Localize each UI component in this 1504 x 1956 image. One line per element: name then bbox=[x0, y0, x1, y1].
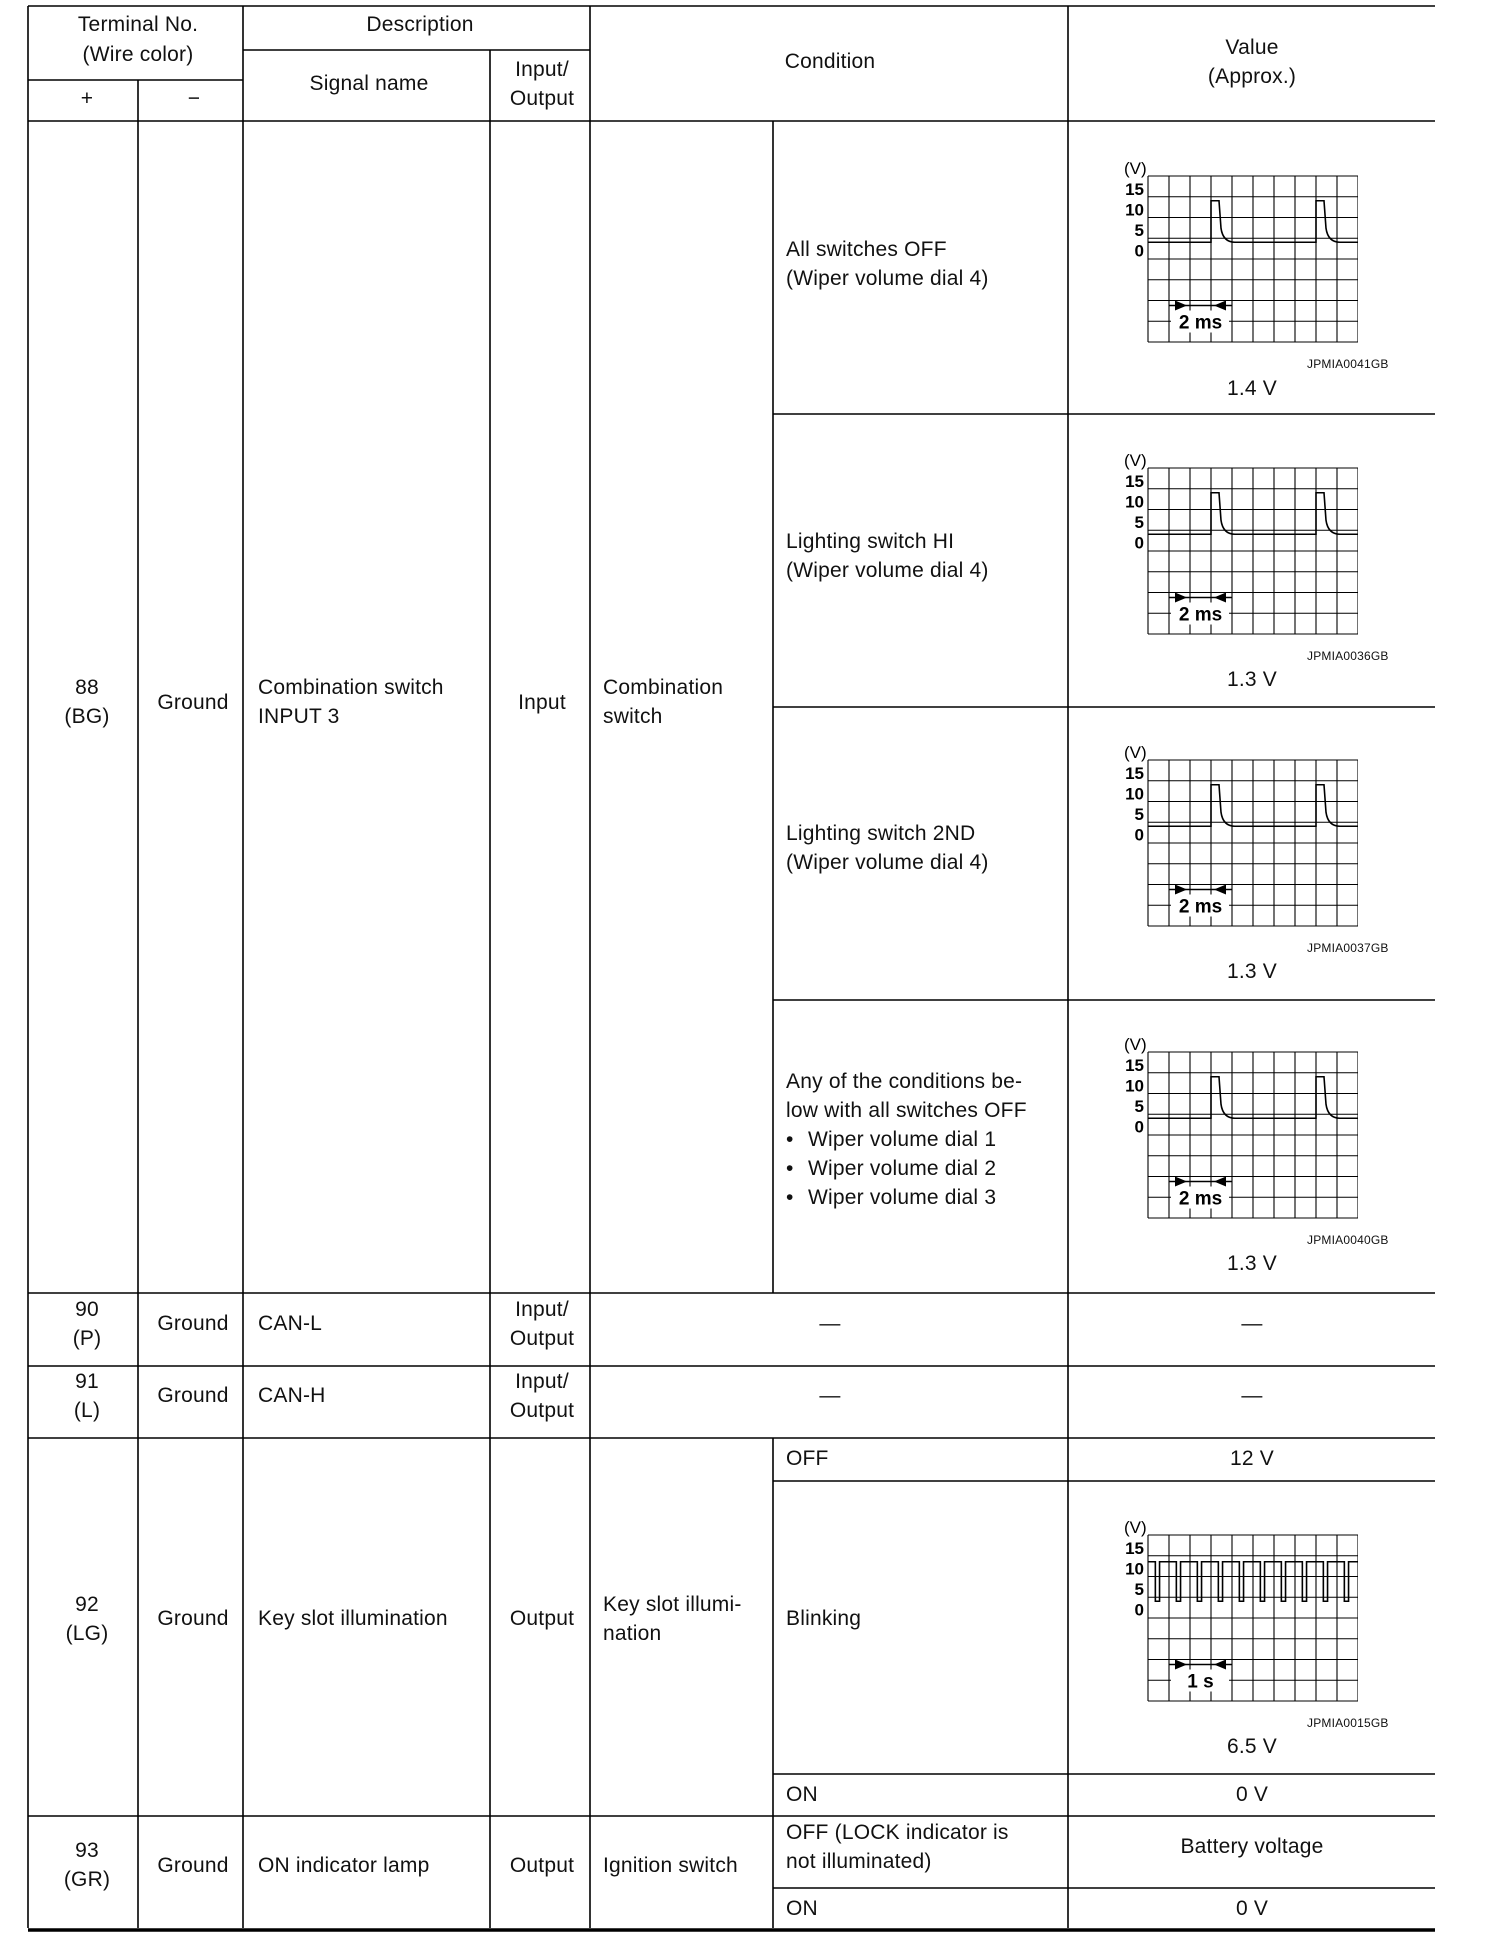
row92-signal: Key slot illumination bbox=[258, 1607, 448, 1630]
header-value-2: (Approx.) bbox=[1207, 65, 1297, 88]
time-arrow-left bbox=[1214, 301, 1226, 311]
time-label: 2 ms bbox=[1178, 896, 1223, 918]
row88-sub2-cond-1: Lighting switch HI bbox=[786, 530, 955, 553]
row92-off-label: OFF bbox=[786, 1447, 829, 1470]
row91-ground: Ground bbox=[157, 1384, 229, 1407]
waveform-unit: (V) bbox=[1124, 746, 1147, 762]
row88-wire: (BG) bbox=[64, 705, 110, 728]
header-terminal-no: Terminal No. bbox=[77, 13, 199, 36]
waveform-tick: 0 bbox=[1134, 1117, 1144, 1137]
header-plus: + bbox=[80, 87, 94, 110]
row90-terminal: 90 bbox=[75, 1298, 99, 1321]
time-arrow-right bbox=[1175, 1660, 1187, 1670]
row88-cond-group-1: Combination bbox=[603, 676, 724, 699]
waveform-tick: 15 bbox=[1125, 1539, 1144, 1558]
row92-blink-value: 6.5 V bbox=[1226, 1735, 1278, 1758]
row93-signal: ON indicator lamp bbox=[258, 1854, 430, 1877]
row88-sub4-cond-2: low with all switches OFF bbox=[786, 1099, 1027, 1122]
waveform-tick: 15 bbox=[1125, 1056, 1144, 1075]
time-arrow-right bbox=[1175, 301, 1187, 311]
row88-sub2-cond-2: (Wiper volume dial 4) bbox=[786, 559, 989, 582]
row92-ground: Ground bbox=[157, 1607, 229, 1630]
waveform-tick: 0 bbox=[1134, 533, 1144, 553]
row88-sub3-waveform bbox=[1108, 746, 1358, 936]
row88-sub4-cond-1: Any of the conditions be- bbox=[786, 1070, 1023, 1093]
header-condition: Condition bbox=[784, 50, 876, 73]
row88-sub4-code: JPMIA0040GB bbox=[1307, 1233, 1389, 1247]
row88-sub1-waveform bbox=[1108, 162, 1358, 352]
waveform-tick: 5 bbox=[1134, 513, 1144, 532]
waveform-unit: (V) bbox=[1124, 454, 1147, 470]
row92-terminal: 92 bbox=[75, 1593, 99, 1616]
row88-sub3-cond-1: Lighting switch 2ND bbox=[786, 822, 976, 845]
row93-ground: Ground bbox=[157, 1854, 229, 1877]
waveform-tick: 15 bbox=[1125, 472, 1144, 491]
time-label: 2 ms bbox=[1178, 312, 1223, 334]
row93-cond-group: Ignition switch bbox=[603, 1854, 738, 1877]
row88-terminal: 88 bbox=[75, 676, 99, 699]
time-label: 2 ms bbox=[1178, 1188, 1223, 1210]
time-label: 1 s bbox=[1187, 1671, 1214, 1693]
row92-cond-group-1: Key slot illumi- bbox=[603, 1593, 742, 1616]
row93-on-value: 0 V bbox=[1235, 1897, 1269, 1920]
row88-ground: Ground bbox=[157, 691, 229, 714]
row91-condition: — bbox=[819, 1384, 841, 1407]
row92-blink-code: JPMIA0015GB bbox=[1307, 1716, 1389, 1730]
header-description: Description bbox=[366, 13, 474, 36]
row93-off-label-2: not illuminated) bbox=[786, 1850, 932, 1873]
row88-sub4-waveform bbox=[1108, 1038, 1358, 1228]
waveform-tick: 15 bbox=[1125, 764, 1144, 783]
row93-io: Output bbox=[509, 1854, 575, 1877]
row88-sub1-value: 1.4 V bbox=[1226, 377, 1278, 400]
row88-cond-group-2: switch bbox=[603, 705, 663, 728]
row91-terminal: 91 bbox=[75, 1370, 99, 1393]
time-arrow-right bbox=[1175, 885, 1187, 895]
row88-io: Input bbox=[518, 691, 566, 714]
waveform-tick: 10 bbox=[1125, 200, 1144, 220]
row88-sub1-code: JPMIA0041GB bbox=[1307, 357, 1389, 371]
waveform-unit: (V) bbox=[1124, 1038, 1147, 1054]
row91-io-1: Input/ bbox=[515, 1370, 569, 1393]
row88-sub3-code: JPMIA0037GB bbox=[1307, 941, 1389, 955]
row90-signal: CAN-L bbox=[258, 1312, 323, 1335]
row91-wire: (L) bbox=[73, 1399, 101, 1422]
row92-on-value: 0 V bbox=[1235, 1783, 1269, 1806]
waveform-tick: 0 bbox=[1134, 1600, 1144, 1620]
header-wire-color: (Wire color) bbox=[82, 43, 194, 66]
row88-sub1-cond-2: (Wiper volume dial 4) bbox=[786, 267, 989, 290]
waveform-tick: 10 bbox=[1125, 1559, 1144, 1579]
row93-on-label: ON bbox=[786, 1897, 818, 1920]
waveform-unit: (V) bbox=[1124, 162, 1147, 178]
row90-condition: — bbox=[819, 1312, 841, 1335]
row92-wire: (LG) bbox=[65, 1622, 109, 1645]
row90-ground: Ground bbox=[157, 1312, 229, 1335]
row90-value: — bbox=[1241, 1312, 1263, 1335]
row88-signal-1: Combination switch bbox=[258, 676, 444, 699]
row88-sub2-code: JPMIA0036GB bbox=[1307, 649, 1389, 663]
time-arrow-right bbox=[1175, 593, 1187, 603]
header-signal-name: Signal name bbox=[309, 72, 429, 95]
row92-cond-group-2: nation bbox=[603, 1622, 662, 1645]
row88-sub4-value: 1.3 V bbox=[1226, 1252, 1278, 1275]
bullet-item: • Wiper volume dial 1 bbox=[786, 1125, 996, 1154]
waveform-tick: 10 bbox=[1125, 1076, 1144, 1096]
header-value-1: Value bbox=[1225, 36, 1279, 59]
row88-sub4-bullets bbox=[786, 1125, 996, 1212]
time-arrow-left bbox=[1214, 593, 1226, 603]
bullet-item: • Wiper volume dial 2 bbox=[786, 1154, 996, 1183]
waveform-tick: 10 bbox=[1125, 492, 1144, 512]
row88-sub1-cond-1: All switches OFF bbox=[786, 238, 947, 261]
row88-sub3-cond-2: (Wiper volume dial 4) bbox=[786, 851, 989, 874]
time-arrow-left bbox=[1214, 885, 1226, 895]
waveform-tick: 5 bbox=[1134, 1097, 1144, 1116]
waveform-tick: 0 bbox=[1134, 241, 1144, 261]
row92-on-label: ON bbox=[786, 1783, 818, 1806]
row93-terminal: 93 bbox=[75, 1839, 99, 1862]
row88-sub2-value: 1.3 V bbox=[1226, 668, 1278, 691]
waveform-tick: 5 bbox=[1134, 1580, 1144, 1599]
time-label: 2 ms bbox=[1178, 604, 1223, 626]
row90-wire: (P) bbox=[72, 1327, 102, 1350]
row92-off-value: 12 V bbox=[1230, 1447, 1274, 1470]
row92-io: Output bbox=[509, 1607, 575, 1630]
bullet-item: • Wiper volume dial 3 bbox=[786, 1183, 996, 1212]
time-arrow-right bbox=[1175, 1177, 1187, 1187]
row93-wire: (GR) bbox=[63, 1868, 111, 1891]
row90-io-1: Input/ bbox=[515, 1298, 569, 1321]
row91-signal: CAN-H bbox=[258, 1384, 326, 1407]
row91-value: — bbox=[1241, 1384, 1263, 1407]
time-arrow-left bbox=[1214, 1660, 1226, 1670]
row92-blink-waveform bbox=[1108, 1521, 1358, 1711]
waveform-tick: 10 bbox=[1125, 784, 1144, 804]
row88-signal-2: INPUT 3 bbox=[258, 705, 340, 728]
header-io-2: Output bbox=[509, 87, 575, 110]
header-io-1: Input/ bbox=[515, 58, 569, 81]
waveform-tick: 15 bbox=[1125, 180, 1144, 199]
header-minus: − bbox=[187, 87, 201, 110]
waveform-tick: 5 bbox=[1134, 221, 1144, 240]
row88-sub2-waveform bbox=[1108, 454, 1358, 644]
row92-blink-label: Blinking bbox=[786, 1607, 862, 1630]
waveform-tick: 5 bbox=[1134, 805, 1144, 824]
time-arrow-left bbox=[1214, 1177, 1226, 1187]
row91-io-2: Output bbox=[509, 1399, 575, 1422]
row88-sub3-value: 1.3 V bbox=[1226, 960, 1278, 983]
row93-off-value: Battery voltage bbox=[1180, 1835, 1324, 1858]
row93-off-label-1: OFF (LOCK indicator is bbox=[786, 1821, 1009, 1844]
waveform-unit: (V) bbox=[1124, 1521, 1147, 1537]
waveform-tick: 0 bbox=[1134, 825, 1144, 845]
row90-io-2: Output bbox=[509, 1327, 575, 1350]
